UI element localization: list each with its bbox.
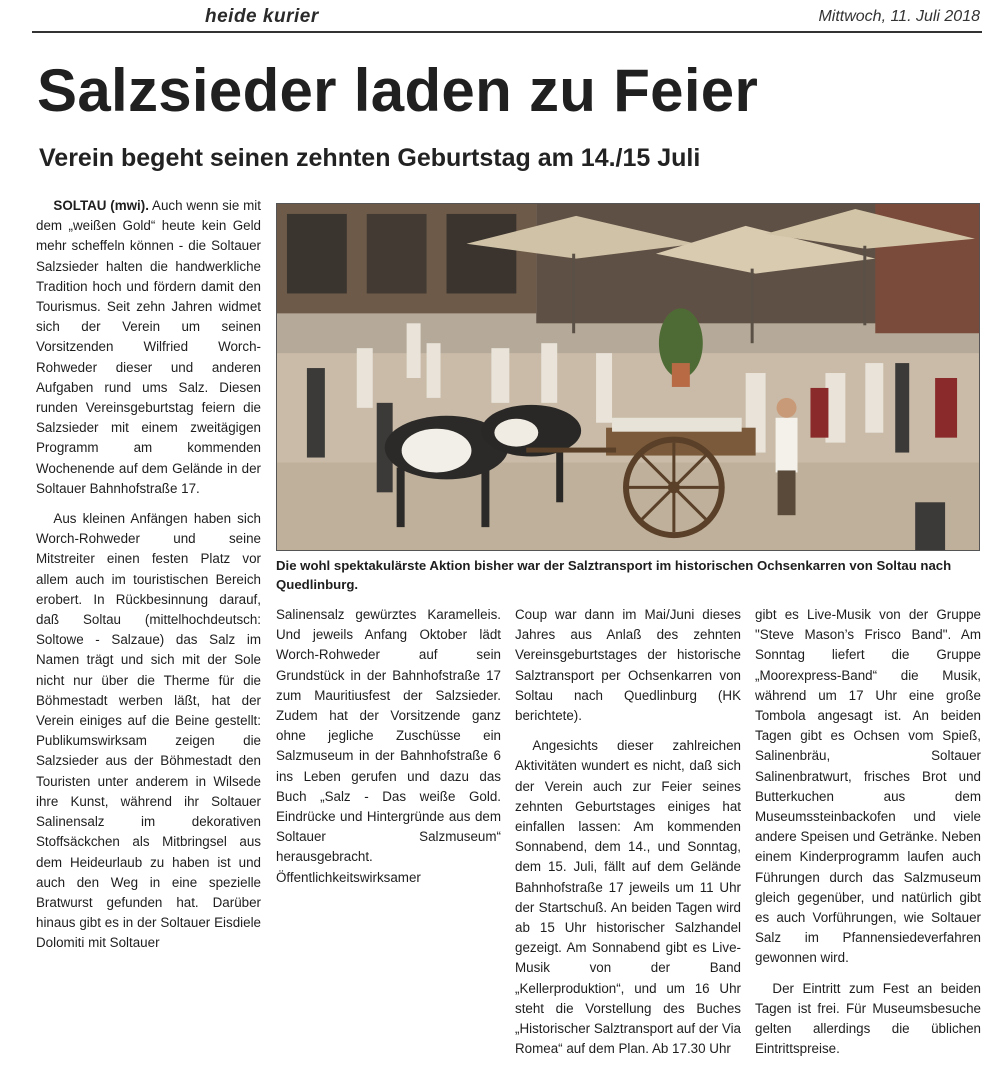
article-column-1 [36, 196, 261, 964]
paragraph: Angesichts dieser zahlreichen Aktivitäten wundert es nicht, daß sich der Verein auch zur Feier seines zehnten Geburtstages einiges hat einfallen lassen: Am kommenden Sonnabend, dem 14., und Sonntag, dem 15. Juli, fällt auf dem Gelände Bahnhofstraße 17 jeweils um 11 Uhr der Startschuß. An beiden Tagen wird ab 15 Uhr historischer Salzhandel gezeigt. Am Sonnabend gibt es Live-Musik von der Band „Kellerproduktion“, und um 16 Uhr steht die Vorstellung des Buches „Historischer Salztransport auf der Via Romea“ auf dem Plan. Ab 17.30 Uhr [515, 738, 741, 1057]
article-photo [276, 203, 980, 551]
paragraph: Der Eintritt zum Fest an beiden Tagen ist frei. Für Museumsbesuche gelten allerdings die üblichen Eintrittspreise. [755, 980, 981, 1057]
headline: Salzsieder laden zu Feier [37, 57, 759, 124]
subheadline: Verein begeht seinen zehnten Geburtstag am 14./15 Juli [39, 144, 701, 172]
article-column-4 [755, 605, 981, 1069]
paragraph-text: Auch wenn sie mit dem „weißen Gold“ heute kein Geld mehr scheffeln können - die Soltauer Salzsieder halten die handwerkliche Tradition hoch und fördern damit den Tourismus. Seit zehn Jahren widmet sich der Verein um seinen Vorsitzenden Wilfried Worch-Rohweder dieser und anderen Aufgaben rund ums Salz. Diesen runden Vereinsgeburtstag feiern die Salzsieder mit einem zweitägigen Programm am kommenden Wochenende auf dem Gelände in der Soltauer Bahnhofstraße 17. [36, 198, 261, 496]
paragraph: Salinensalz gewürztes Karamelleis. Und jeweils Anfang Oktober lädt Worch-Rohweder auf sein Grundstück in der Bahnhofstraße 17 zum Mauritiusfest der Salzsieder. Zudem hat der Vorsitzende ganz ohne jegliche Zuschüsse ein Salzmuseum in der Bahnhofstraße 6 ins Leben gerufen und dazu das Buch „Salz - Das weiße Gold. Eindrücke und Hintergründe aus dem Soltauer Salzmuseum“ herausgebracht. Öffentlichkeitswirksamer [276, 607, 501, 885]
article-column-2 [276, 605, 501, 898]
photo-caption: Die wohl spektakulärste Aktion bisher war der Salztransport im historischen Ochsenkarren von Soltau nach Quedlinburg. [276, 558, 952, 592]
article-column-3 [515, 605, 741, 1069]
paragraph: Coup war dann im Mai/Juni dieses Jahres aus Anlaß des zehnten Vereinsgeburtstages der historische Salztransport per Ochsenkarren von Soltau nach Quedlinburg (HK berichtete). [515, 607, 741, 724]
masthead-paper-name: heide kurier [205, 6, 319, 27]
masthead-date: Mittwoch, 11. Juli 2018 [818, 8, 980, 25]
paragraph [36, 196, 261, 499]
paragraph: gibt es Live-Musik von der Gruppe "Steve Mason’s Frisco Band". Am Sonntag liefert die Gruppe „Moorexpress-Band“ die Musik, während um 17 Uhr eine große Tombola angesagt ist. An beiden Tagen gibt es Ochsen vom Spieß, Salinenbräu, Soltauer Salinenbratwurt, frisches Brot und Butterkuchen aus dem Museumssteinbackofen und viele andere Speisen und Getränke. Neben einem Kinderprogramm laufen auch Führungen durch das Salzmuseum gleich gegenüber, und natürlich gibt es auch Vorführungen, wie Soltauer Salz im Pfannensiedeverfahren gewonnen wird. [755, 607, 981, 966]
ox-cart-photo [277, 204, 979, 550]
masthead-rule [32, 31, 982, 33]
dateline: SOLTAU (mwi). [53, 198, 149, 213]
paragraph: Aus kleinen Anfängen haben sich Worch-Rohweder und seine Mitstreiter einen festen Platz vor allem auch im touristischen Bereich erobert. In Rückbesinnung darauf, daß Soltau (mittelhochdeutsch: Soltowe - Salzaue) das Salz im Namen trägt und sich mit der Sole nicht nur über die Therme für die Böhmestadt werben läßt, hat der Verein einiges auf die Beine gestellt: Publikumswirksam zeigen die Salzsieder aus der Böhmestadt den Touristen unter anderem in Wilsede ihre Kunst, während ihr Soltauer Salinensalz im dekorativen Stoffsäckchen als Mitbringsel aus dem Heideurlaub zu haben ist und auch den Weg in eine spezielle Bratwurst gefunden hat. Darüber hinaus gibt es in der Soltauer Eisdiele Dolomiti mit Soltauer [36, 511, 261, 951]
